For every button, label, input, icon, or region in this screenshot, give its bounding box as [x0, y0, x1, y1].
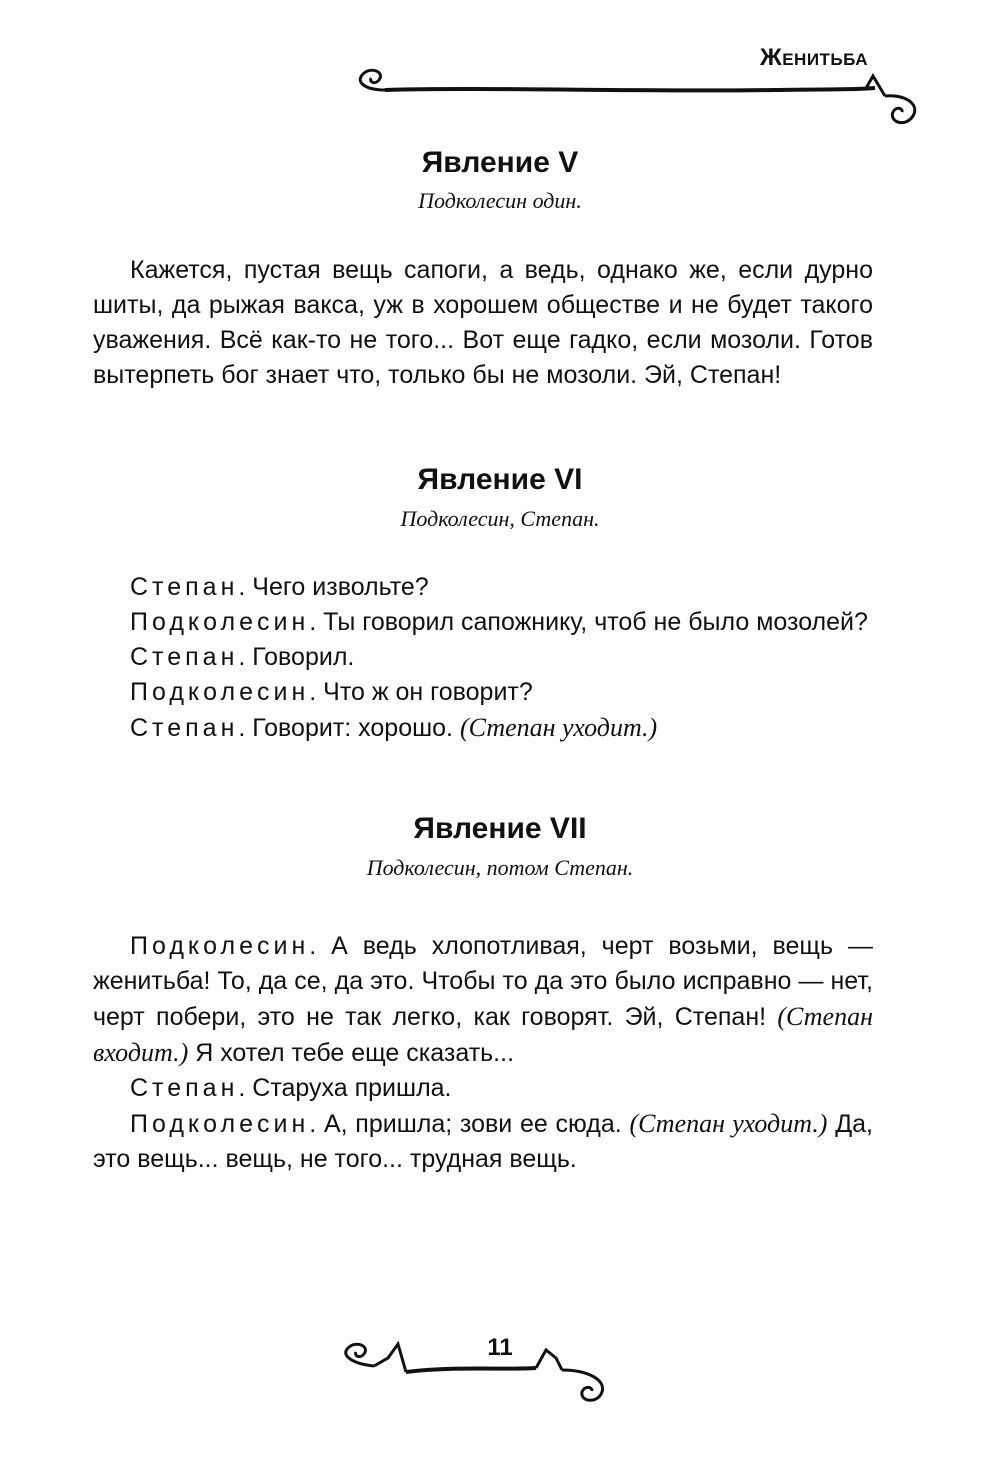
page-number: 11: [487, 1334, 513, 1361]
dialogue-paragraph: Подколесин. А, пришла; зови ее сюда. (Степан уходит.) Да, это вещь... вещь, не того... трудная вещь.: [93, 1109, 873, 1173]
speaker-name: Степан: [130, 643, 239, 671]
scene-subtitle: Подколесин один.: [418, 188, 582, 213]
line-text: Чего извольте?: [252, 573, 429, 601]
stage-direction: (Степан входит.): [93, 1002, 873, 1067]
speaker-name: Подколесин: [130, 678, 310, 706]
dialogue-line: Подколесин. Ты говорил сапожнику, чтоб не было мозолей?: [130, 608, 868, 636]
stage-direction: (Степан уходит.): [629, 1109, 828, 1138]
line-text: А, пришла; зови ее сюда.: [323, 1110, 622, 1138]
stage-direction: (Степан уходит.): [459, 713, 658, 742]
dialogue-line: Степан. Говорит: хорошо. (Степан уходит.): [130, 713, 658, 742]
scene-title: Явление VII: [413, 812, 587, 845]
scene-subtitle: Подколесин, Степан.: [400, 506, 600, 531]
speaker-name: Степан: [130, 714, 239, 742]
dialogue-line: Степан. Говорил.: [130, 643, 355, 671]
speaker-name: Подколесин: [130, 932, 310, 960]
speaker-name: Степан: [130, 573, 239, 601]
header-ornament: [345, 60, 930, 135]
dialogue-paragraph: Подколесин. А ведь хлопотливая, черт возьми, вещь — женитьба! То, да се, да это. Чтобы то да это было исправно — нет, черт побери, это не так легко, как говорят. Эй, Степан! (Степан входит.) Я хотел тебе еще сказать...: [93, 932, 873, 1067]
line-text: Ты говорил сапожнику, чтоб не было мозолей?: [323, 608, 868, 636]
dialogue-line: Подколесин. Что ж он говорит?: [130, 678, 533, 706]
monologue-paragraph: Кажется, пустая вещь сапоги, а ведь, однако же, если дурно шиты, да рыжая вакса, уж в хорошем обществе и не будет такого уважения. Всё как-то не того... Вот еще гадко, если мозоли. Готов вытерпеть бог знает что, только бы не мозоли. Эй, Степан!: [93, 256, 873, 389]
dialogue-line: Степан. Чего извольте?: [130, 573, 429, 601]
speaker-name: Степан: [130, 1074, 239, 1102]
dialogue-block: [93, 570, 873, 746]
speaker-name: Подколесин: [130, 1110, 310, 1138]
line-text: Говорит: хорошо.: [252, 714, 454, 742]
line-text: А ведь хлопотливая, черт возьми, вещь — женитьба! То, да се, да это. Чтобы то да это было исправно — нет, черт побери, это не так легко, как говорят. Эй, Степан!: [93, 932, 873, 1031]
running-title: Женитьба: [760, 44, 868, 71]
dialogue-block: [93, 929, 873, 1177]
scene-subtitle: Подколесин, потом Степан.: [366, 855, 634, 880]
scene-title: Явление VI: [417, 463, 583, 496]
line-text: Говорил.: [252, 643, 355, 671]
dialogue-line: Степан. Старуха пришла.: [130, 1074, 452, 1102]
speaker-name: Подколесин: [130, 608, 310, 636]
line-text: Старуха пришла.: [252, 1074, 452, 1102]
line-text: Что ж он говорит?: [323, 678, 533, 706]
scene-title: Явление V: [421, 146, 579, 179]
line-text: Я хотел тебе еще сказать...: [195, 1039, 515, 1067]
line-text: Да, это вещь... вещь, не того... трудная вещь.: [93, 1110, 873, 1173]
